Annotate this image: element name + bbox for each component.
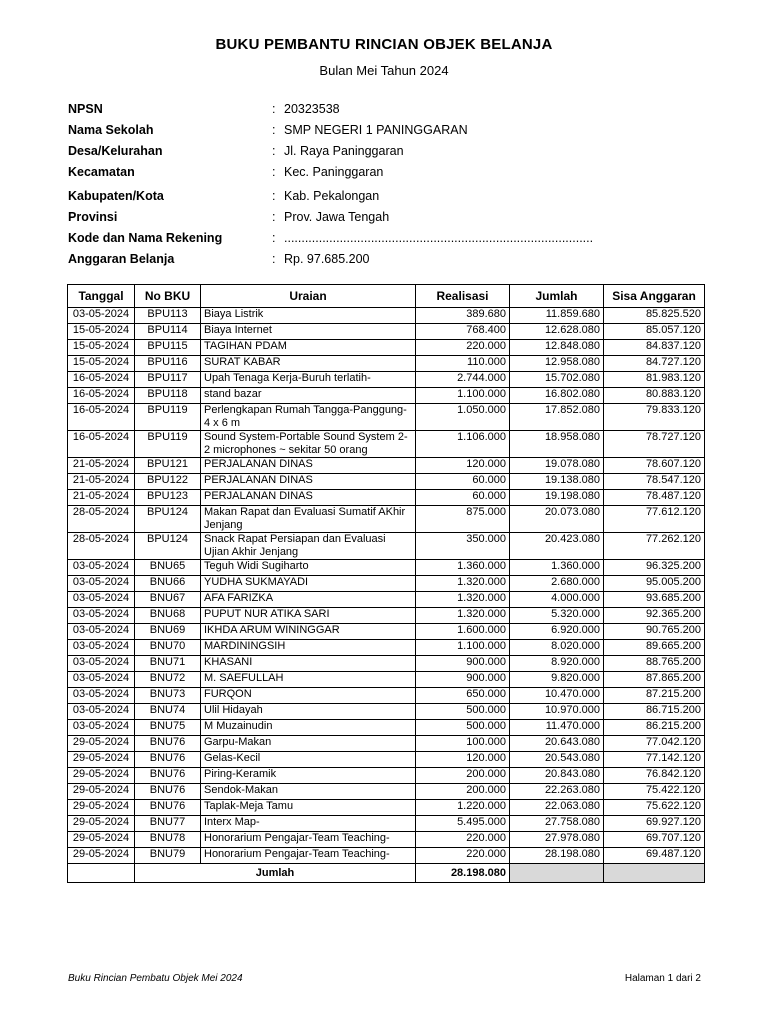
cell-uraian: Biaya Listrik <box>201 308 416 324</box>
cell-jumlah: 28.198.080 <box>510 848 604 864</box>
cell-sisa-anggaran: 69.927.120 <box>604 816 705 832</box>
cell-tanggal: 29-05-2024 <box>68 784 135 800</box>
cell-jumlah: 27.978.080 <box>510 832 604 848</box>
info-value: 20323538 <box>284 102 340 116</box>
cell-no-bku: BNU65 <box>135 560 201 576</box>
info-colon: : <box>272 252 276 266</box>
table-row <box>68 431 705 458</box>
table-row <box>68 672 705 688</box>
info-colon: : <box>272 231 276 245</box>
table-row <box>68 816 705 832</box>
cell-jumlah: 4.000.000 <box>510 592 604 608</box>
cell-realisasi: 110.000 <box>416 356 510 372</box>
cell-tanggal: 29-05-2024 <box>68 816 135 832</box>
table-row <box>68 832 705 848</box>
cell-jumlah: 16.802.080 <box>510 388 604 404</box>
cell-jumlah: 12.958.080 <box>510 356 604 372</box>
cell-uraian: Perlengkapan Rumah Tangga-Panggung-4 x 6 m <box>201 404 416 431</box>
cell-tanggal: 28-05-2024 <box>68 506 135 533</box>
cell-jumlah: 19.078.080 <box>510 458 604 474</box>
total-sisa-empty <box>604 864 705 883</box>
table-row <box>68 736 705 752</box>
cell-uraian: Honorarium Pengajar-Team Teaching- <box>201 848 416 864</box>
info-label: Kabupaten/Kota <box>68 189 164 203</box>
cell-no-bku: BNU67 <box>135 592 201 608</box>
cell-uraian: TAGIHAN PDAM <box>201 340 416 356</box>
info-colon: : <box>272 210 276 224</box>
cell-tanggal: 03-05-2024 <box>68 672 135 688</box>
cell-sisa-anggaran: 89.665.200 <box>604 640 705 656</box>
cell-realisasi: 200.000 <box>416 768 510 784</box>
info-value: Kab. Pekalongan <box>284 189 380 203</box>
cell-realisasi: 60.000 <box>416 474 510 490</box>
table-row <box>68 768 705 784</box>
table-header-row <box>68 285 705 308</box>
info-colon: : <box>272 144 276 158</box>
footer-document-name: Buku Rincian Pembatu Objek Mei 2024 <box>68 973 243 984</box>
info-value: SMP NEGERI 1 PANINGGARAN <box>284 123 468 137</box>
table-row <box>68 356 705 372</box>
cell-tanggal: 29-05-2024 <box>68 752 135 768</box>
total-label: Jumlah <box>135 864 416 883</box>
cell-sisa-anggaran: 86.215.200 <box>604 720 705 736</box>
cell-no-bku: BNU76 <box>135 752 201 768</box>
cell-no-bku: BNU76 <box>135 784 201 800</box>
table-row <box>68 848 705 864</box>
cell-realisasi: 1.320.000 <box>416 608 510 624</box>
info-value: Jl. Raya Paninggaran <box>284 144 404 158</box>
cell-no-bku: BNU77 <box>135 816 201 832</box>
cell-jumlah: 5.320.000 <box>510 608 604 624</box>
cell-realisasi: 1.320.000 <box>416 592 510 608</box>
cell-uraian: FURQON <box>201 688 416 704</box>
cell-tanggal: 03-05-2024 <box>68 308 135 324</box>
table-row <box>68 474 705 490</box>
cell-sisa-anggaran: 86.715.200 <box>604 704 705 720</box>
cell-tanggal: 03-05-2024 <box>68 560 135 576</box>
info-colon: : <box>272 165 276 179</box>
cell-no-bku: BPU124 <box>135 533 201 560</box>
cell-uraian: YUDHA SUKMAYADI <box>201 576 416 592</box>
table-row <box>68 506 705 533</box>
cell-jumlah: 17.852.080 <box>510 404 604 431</box>
cell-no-bku: BNU76 <box>135 800 201 816</box>
info-value: Rp. 97.685.200 <box>284 252 370 266</box>
cell-no-bku: BNU73 <box>135 688 201 704</box>
cell-sisa-anggaran: 75.422.120 <box>604 784 705 800</box>
cell-realisasi: 220.000 <box>416 832 510 848</box>
cell-jumlah: 15.702.080 <box>510 372 604 388</box>
cell-realisasi: 100.000 <box>416 736 510 752</box>
cell-realisasi: 900.000 <box>416 672 510 688</box>
page-subtitle: Bulan Mei Tahun 2024 <box>319 63 449 78</box>
cell-tanggal: 21-05-2024 <box>68 474 135 490</box>
table-row <box>68 490 705 506</box>
cell-sisa-anggaran: 87.865.200 <box>604 672 705 688</box>
cell-realisasi: 1.100.000 <box>416 640 510 656</box>
cell-jumlah: 19.138.080 <box>510 474 604 490</box>
cell-no-bku: BPU117 <box>135 372 201 388</box>
info-label: Kecamatan <box>68 165 135 179</box>
cell-jumlah: 8.020.000 <box>510 640 604 656</box>
info-label: Desa/Kelurahan <box>68 144 163 158</box>
cell-tanggal: 29-05-2024 <box>68 800 135 816</box>
column-header-tanggal: Tanggal <box>68 285 135 308</box>
cell-sisa-anggaran: 95.005.200 <box>604 576 705 592</box>
cell-tanggal: 16-05-2024 <box>68 431 135 458</box>
cell-tanggal: 03-05-2024 <box>68 656 135 672</box>
cell-realisasi: 389.680 <box>416 308 510 324</box>
cell-sisa-anggaran: 81.983.120 <box>604 372 705 388</box>
info-colon: : <box>272 123 276 137</box>
cell-no-bku: BPU116 <box>135 356 201 372</box>
info-label: Nama Sekolah <box>68 123 154 137</box>
cell-uraian: Snack Rapat Persiapan dan Evaluasi Ujian Akhir Jenjang <box>201 533 416 560</box>
cell-uraian: IKHDA ARUM WININGGAR <box>201 624 416 640</box>
cell-jumlah: 1.360.000 <box>510 560 604 576</box>
cell-uraian: stand bazar <box>201 388 416 404</box>
cell-tanggal: 16-05-2024 <box>68 372 135 388</box>
cell-jumlah: 9.820.000 <box>510 672 604 688</box>
cell-realisasi: 650.000 <box>416 688 510 704</box>
cell-tanggal: 03-05-2024 <box>68 704 135 720</box>
cell-tanggal: 28-05-2024 <box>68 533 135 560</box>
cell-uraian: Biaya Internet <box>201 324 416 340</box>
cell-tanggal: 03-05-2024 <box>68 624 135 640</box>
cell-sisa-anggaran: 85.057.120 <box>604 324 705 340</box>
total-realisasi: 28.198.080 <box>416 864 510 883</box>
cell-jumlah: 6.920.000 <box>510 624 604 640</box>
cell-realisasi: 500.000 <box>416 720 510 736</box>
cell-realisasi: 220.000 <box>416 848 510 864</box>
cell-realisasi: 1.100.000 <box>416 388 510 404</box>
cell-sisa-anggaran: 85.825.520 <box>604 308 705 324</box>
cell-sisa-anggaran: 88.765.200 <box>604 656 705 672</box>
cell-uraian: PERJALANAN DINAS <box>201 458 416 474</box>
cell-jumlah: 10.470.000 <box>510 688 604 704</box>
cell-realisasi: 500.000 <box>416 704 510 720</box>
cell-realisasi: 1.600.000 <box>416 624 510 640</box>
cell-sisa-anggaran: 90.765.200 <box>604 624 705 640</box>
cell-realisasi: 220.000 <box>416 340 510 356</box>
cell-uraian: PERJALANAN DINAS <box>201 474 416 490</box>
info-value: Kec. Paninggaran <box>284 165 384 179</box>
bku-table <box>67 284 705 883</box>
cell-realisasi: 1.360.000 <box>416 560 510 576</box>
cell-realisasi: 120.000 <box>416 752 510 768</box>
cell-jumlah: 11.470.000 <box>510 720 604 736</box>
info-value: Prov. Jawa Tengah <box>284 210 390 224</box>
cell-uraian: M. SAEFULLAH <box>201 672 416 688</box>
cell-tanggal: 03-05-2024 <box>68 576 135 592</box>
cell-realisasi: 350.000 <box>416 533 510 560</box>
cell-realisasi: 2.744.000 <box>416 372 510 388</box>
cell-tanggal: 15-05-2024 <box>68 356 135 372</box>
cell-tanggal: 21-05-2024 <box>68 490 135 506</box>
cell-no-bku: BPU115 <box>135 340 201 356</box>
cell-realisasi: 1.220.000 <box>416 800 510 816</box>
cell-realisasi: 120.000 <box>416 458 510 474</box>
cell-jumlah: 2.680.000 <box>510 576 604 592</box>
table-row <box>68 388 705 404</box>
cell-uraian: Taplak-Meja Tamu <box>201 800 416 816</box>
cell-no-bku: BPU122 <box>135 474 201 490</box>
cell-uraian: Honorarium Pengajar-Team Teaching- <box>201 832 416 848</box>
cell-no-bku: BNU66 <box>135 576 201 592</box>
cell-realisasi: 768.400 <box>416 324 510 340</box>
table-row <box>68 624 705 640</box>
cell-no-bku: BNU76 <box>135 736 201 752</box>
cell-uraian: M Muzainudin <box>201 720 416 736</box>
cell-uraian: Interx Map- <box>201 816 416 832</box>
cell-no-bku: BNU72 <box>135 672 201 688</box>
cell-sisa-anggaran: 79.833.120 <box>604 404 705 431</box>
cell-tanggal: 03-05-2024 <box>68 640 135 656</box>
cell-realisasi: 900.000 <box>416 656 510 672</box>
info-label: Kode dan Nama Rekening <box>68 231 223 245</box>
info-colon: : <box>272 189 276 203</box>
cell-sisa-anggaran: 77.612.120 <box>604 506 705 533</box>
table-row <box>68 372 705 388</box>
cell-uraian: AFA FARIZKA <box>201 592 416 608</box>
cell-no-bku: BNU78 <box>135 832 201 848</box>
cell-uraian: Makan Rapat dan Evaluasi Sumatif AKhir Jenjang <box>201 506 416 533</box>
cell-jumlah: 12.628.080 <box>510 324 604 340</box>
cell-jumlah: 11.859.680 <box>510 308 604 324</box>
table-row <box>68 704 705 720</box>
table-row <box>68 784 705 800</box>
cell-no-bku: BNU68 <box>135 608 201 624</box>
cell-uraian: Upah Tenaga Kerja-Buruh terlatih- <box>201 372 416 388</box>
cell-sisa-anggaran: 78.727.120 <box>604 431 705 458</box>
table-row <box>68 640 705 656</box>
cell-no-bku: BPU114 <box>135 324 201 340</box>
page-title: BUKU PEMBANTU RINCIAN OBJEK BELANJA <box>215 36 553 53</box>
cell-realisasi: 1.050.000 <box>416 404 510 431</box>
cell-uraian: PUPUT NUR ATIKA SARI <box>201 608 416 624</box>
cell-tanggal: 15-05-2024 <box>68 324 135 340</box>
cell-jumlah: 8.920.000 <box>510 656 604 672</box>
cell-tanggal: 15-05-2024 <box>68 340 135 356</box>
cell-jumlah: 20.643.080 <box>510 736 604 752</box>
cell-tanggal: 29-05-2024 <box>68 736 135 752</box>
table-row <box>68 608 705 624</box>
table-row <box>68 592 705 608</box>
cell-tanggal: 16-05-2024 <box>68 404 135 431</box>
cell-tanggal: 03-05-2024 <box>68 592 135 608</box>
cell-no-bku: BNU69 <box>135 624 201 640</box>
cell-sisa-anggaran: 93.685.200 <box>604 592 705 608</box>
column-header-uraian: Uraian <box>201 285 416 308</box>
cell-no-bku: BPU123 <box>135 490 201 506</box>
cell-realisasi: 1.320.000 <box>416 576 510 592</box>
cell-no-bku: BPU119 <box>135 404 201 431</box>
footer-page-number: Halaman 1 dari 2 <box>624 973 701 984</box>
cell-sisa-anggaran: 92.365.200 <box>604 608 705 624</box>
cell-uraian: Ulil Hidayah <box>201 704 416 720</box>
cell-jumlah: 20.543.080 <box>510 752 604 768</box>
cell-uraian: Piring-Keramik <box>201 768 416 784</box>
table-row <box>68 340 705 356</box>
cell-realisasi: 200.000 <box>416 784 510 800</box>
cell-tanggal: 29-05-2024 <box>68 768 135 784</box>
column-header-sisa-anggaran: Sisa Anggaran <box>604 285 705 308</box>
cell-no-bku: BPU113 <box>135 308 201 324</box>
cell-uraian: Gelas-Kecil <box>201 752 416 768</box>
table-row <box>68 560 705 576</box>
cell-sisa-anggaran: 77.042.120 <box>604 736 705 752</box>
cell-no-bku: BPU124 <box>135 506 201 533</box>
table-row <box>68 404 705 431</box>
cell-sisa-anggaran: 96.325.200 <box>604 560 705 576</box>
cell-jumlah: 19.198.080 <box>510 490 604 506</box>
column-header-realisasi: Realisasi <box>416 285 510 308</box>
cell-uraian: Teguh Widi Sugiharto <box>201 560 416 576</box>
cell-sisa-anggaran: 84.837.120 <box>604 340 705 356</box>
table-row <box>68 576 705 592</box>
total-empty-cell <box>68 864 135 883</box>
cell-sisa-anggaran: 84.727.120 <box>604 356 705 372</box>
cell-sisa-anggaran: 77.262.120 <box>604 533 705 560</box>
cell-uraian: Sendok-Makan <box>201 784 416 800</box>
cell-no-bku: BNU70 <box>135 640 201 656</box>
cell-tanggal: 16-05-2024 <box>68 388 135 404</box>
cell-jumlah: 20.843.080 <box>510 768 604 784</box>
cell-no-bku: BNU71 <box>135 656 201 672</box>
cell-sisa-anggaran: 80.883.120 <box>604 388 705 404</box>
info-label: Anggaran Belanja <box>68 252 175 266</box>
table-body <box>68 308 705 864</box>
cell-jumlah: 18.958.080 <box>510 431 604 458</box>
cell-tanggal: 29-05-2024 <box>68 832 135 848</box>
table-row <box>68 324 705 340</box>
cell-no-bku: BNU74 <box>135 704 201 720</box>
table-row <box>68 656 705 672</box>
table-row <box>68 458 705 474</box>
cell-no-bku: BNU76 <box>135 768 201 784</box>
cell-no-bku: BPU121 <box>135 458 201 474</box>
cell-jumlah: 27.758.080 <box>510 816 604 832</box>
cell-tanggal: 03-05-2024 <box>68 608 135 624</box>
cell-no-bku: BPU118 <box>135 388 201 404</box>
cell-sisa-anggaran: 87.215.200 <box>604 688 705 704</box>
cell-realisasi: 60.000 <box>416 490 510 506</box>
column-header-no-bku: No BKU <box>135 285 201 308</box>
cell-uraian: SURAT KABAR <box>201 356 416 372</box>
cell-sisa-anggaran: 78.607.120 <box>604 458 705 474</box>
cell-sisa-anggaran: 75.622.120 <box>604 800 705 816</box>
cell-tanggal: 29-05-2024 <box>68 848 135 864</box>
cell-sisa-anggaran: 69.487.120 <box>604 848 705 864</box>
cell-tanggal: 03-05-2024 <box>68 688 135 704</box>
cell-uraian: KHASANI <box>201 656 416 672</box>
total-row <box>68 864 705 883</box>
cell-realisasi: 5.495.000 <box>416 816 510 832</box>
cell-sisa-anggaran: 69.707.120 <box>604 832 705 848</box>
cell-realisasi: 1.106.000 <box>416 431 510 458</box>
cell-sisa-anggaran: 78.547.120 <box>604 474 705 490</box>
cell-realisasi: 875.000 <box>416 506 510 533</box>
cell-no-bku: BPU119 <box>135 431 201 458</box>
info-label: NPSN <box>68 102 103 116</box>
cell-sisa-anggaran: 76.842.120 <box>604 768 705 784</box>
table-row <box>68 752 705 768</box>
info-label: Provinsi <box>68 210 118 224</box>
cell-uraian: Sound System-Portable Sound System 2-2 microphones ~ sekitar 50 orang <box>201 431 416 458</box>
cell-uraian: Garpu-Makan <box>201 736 416 752</box>
total-jumlah-empty <box>510 864 604 883</box>
cell-jumlah: 22.063.080 <box>510 800 604 816</box>
cell-sisa-anggaran: 78.487.120 <box>604 490 705 506</box>
table-row <box>68 533 705 560</box>
table-row <box>68 720 705 736</box>
info-colon: : <box>272 102 276 116</box>
table-row <box>68 800 705 816</box>
cell-no-bku: BNU75 <box>135 720 201 736</box>
cell-jumlah: 20.073.080 <box>510 506 604 533</box>
cell-jumlah: 10.970.000 <box>510 704 604 720</box>
cell-uraian: MARDININGSIH <box>201 640 416 656</box>
column-header-jumlah: Jumlah <box>510 285 604 308</box>
cell-no-bku: BNU79 <box>135 848 201 864</box>
info-value: ......................................................................................... <box>284 231 594 245</box>
table-row <box>68 308 705 324</box>
cell-sisa-anggaran: 77.142.120 <box>604 752 705 768</box>
cell-tanggal: 03-05-2024 <box>68 720 135 736</box>
table-row <box>68 688 705 704</box>
cell-uraian: PERJALANAN DINAS <box>201 490 416 506</box>
cell-jumlah: 20.423.080 <box>510 533 604 560</box>
cell-tanggal: 21-05-2024 <box>68 458 135 474</box>
cell-jumlah: 12.848.080 <box>510 340 604 356</box>
cell-jumlah: 22.263.080 <box>510 784 604 800</box>
